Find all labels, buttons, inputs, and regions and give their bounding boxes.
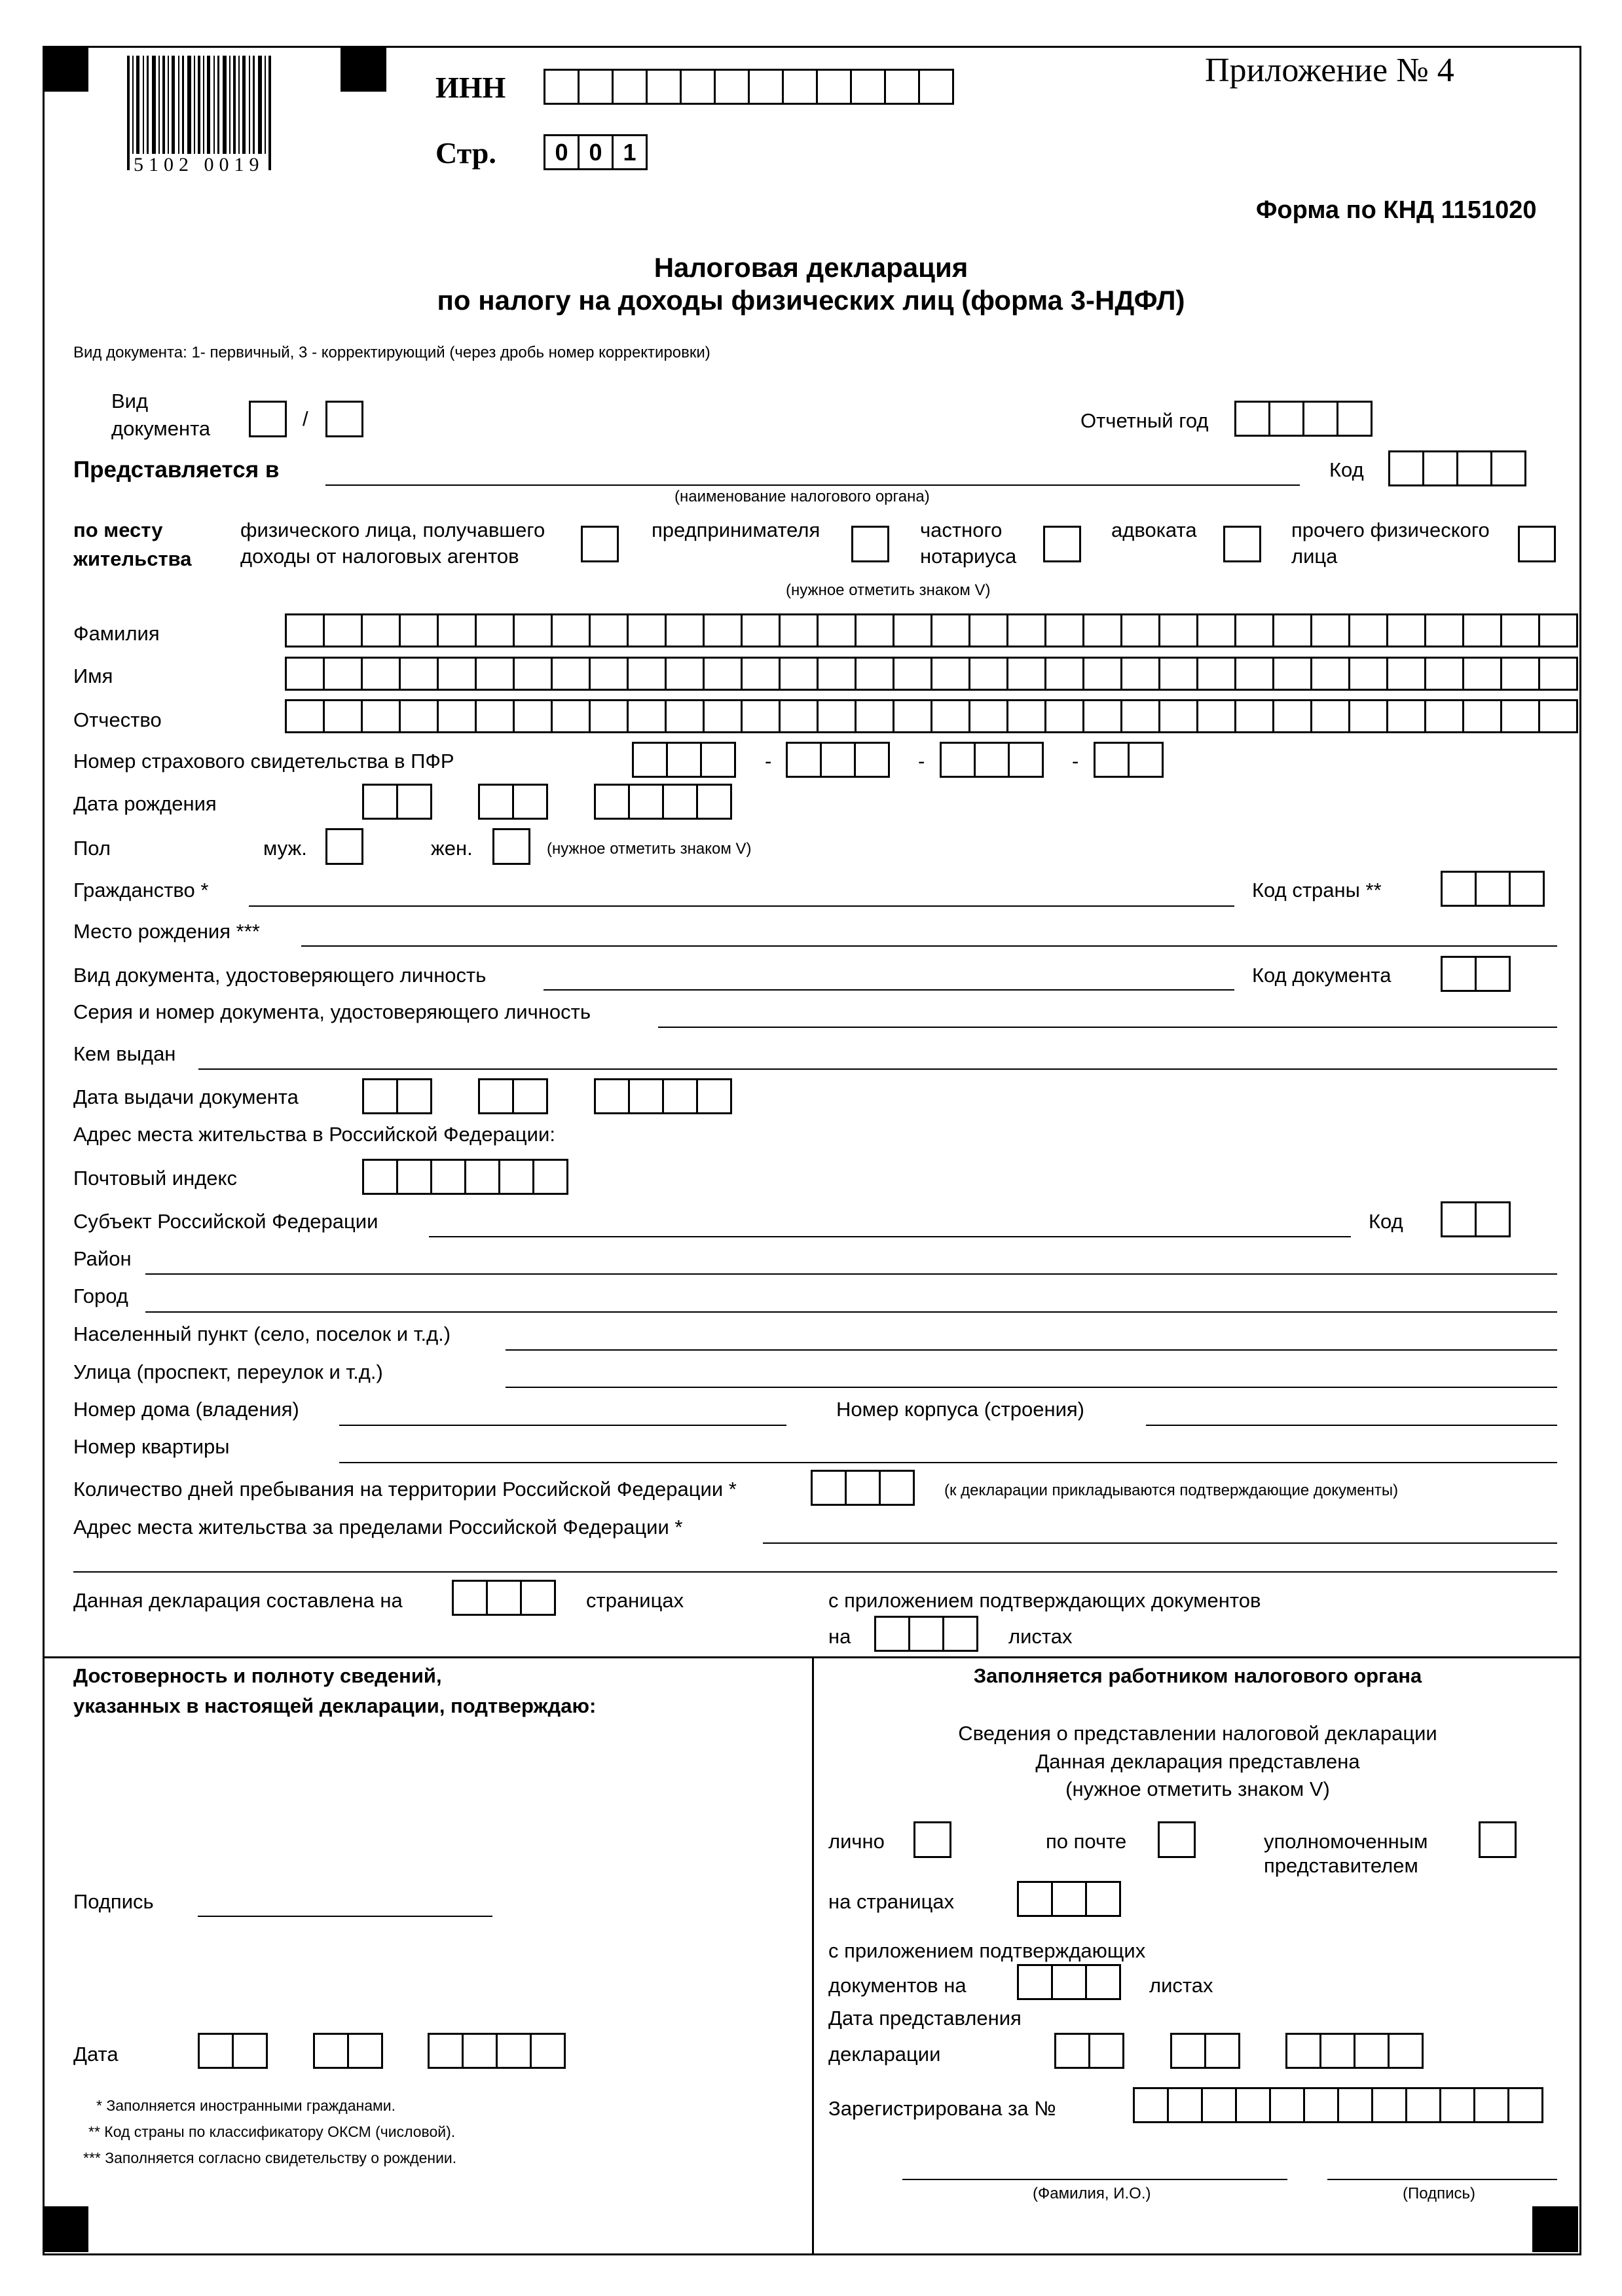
patronymic-cells[interactable] xyxy=(285,699,1578,733)
pfr-cells-2[interactable] xyxy=(786,742,890,778)
title-line1: Налоговая декларация xyxy=(654,252,968,283)
abroad-line-2[interactable] xyxy=(73,1571,1557,1573)
street-line[interactable] xyxy=(506,1387,1557,1388)
with-label2: документов на xyxy=(828,1974,967,1997)
representative-checkbox[interactable] xyxy=(1479,1821,1517,1858)
inn-cells[interactable] xyxy=(544,69,954,105)
issue-year-cells[interactable] xyxy=(594,1078,732,1114)
pfr-dash: - xyxy=(1072,750,1079,773)
doc-code-cells[interactable] xyxy=(1441,956,1511,992)
pfr-cells-1[interactable] xyxy=(632,742,736,778)
birthplace-label: Место рождения *** xyxy=(73,920,260,943)
sheets-cells[interactable] xyxy=(874,1616,978,1652)
signature-line[interactable] xyxy=(198,1916,492,1917)
locality-line[interactable] xyxy=(506,1349,1557,1351)
representative-label: уполномоченным xyxy=(1264,1830,1428,1853)
subject-code-cells[interactable] xyxy=(1441,1201,1511,1237)
page-digit: 0 xyxy=(544,134,580,170)
residence-opt3-checkbox[interactable] xyxy=(1043,526,1081,562)
residence-opt1-checkbox[interactable] xyxy=(581,526,619,562)
days-cells[interactable] xyxy=(811,1470,915,1506)
residence-label2: жительства xyxy=(73,547,192,570)
city-label: Город xyxy=(73,1285,128,1307)
residence-opt5-checkbox[interactable] xyxy=(1518,526,1556,562)
on-label: на xyxy=(828,1625,851,1648)
residence-opt5-l2: лица xyxy=(1291,545,1338,568)
doc-type-label2: документа xyxy=(111,417,211,440)
footnote-2: ** Код страны по классификатору ОКСМ (числовой). xyxy=(88,2123,456,2140)
right-info1: Сведения о представлении налоговой декларации xyxy=(958,1722,1437,1745)
patronymic-label: Отчество xyxy=(73,708,162,731)
residence-opt5: прочего физического xyxy=(1291,519,1490,541)
doc-code-label: Код документа xyxy=(1252,964,1392,987)
residence-opt1-l2: доходы от налоговых агентов xyxy=(240,545,519,568)
annex-label: Приложение № 4 xyxy=(1205,52,1454,89)
pages-word: страницах xyxy=(586,1589,684,1612)
name-label: Имя xyxy=(73,665,113,687)
id-doc-line[interactable] xyxy=(544,989,1234,991)
corner-marker-bl xyxy=(43,2206,88,2252)
correction-number-cell[interactable] xyxy=(325,401,363,437)
corner-marker-br xyxy=(1532,2206,1578,2252)
country-code-cells[interactable] xyxy=(1441,871,1545,907)
fio-caption: (Фамилия, И.О.) xyxy=(1033,2185,1151,2202)
female-checkbox[interactable] xyxy=(492,828,530,865)
birth-year-cells[interactable] xyxy=(594,784,732,820)
inn-label: ИНН xyxy=(435,71,506,104)
district-line[interactable] xyxy=(145,1273,1557,1275)
subject-code-label: Код xyxy=(1369,1210,1403,1233)
corner-marker-tr xyxy=(341,46,386,92)
residence-opt2-checkbox[interactable] xyxy=(851,526,889,562)
male-label: муж. xyxy=(263,837,307,860)
city-line[interactable] xyxy=(145,1311,1557,1313)
issue-month-cells[interactable] xyxy=(478,1078,548,1114)
sex-note: (нужное отметить знаком V) xyxy=(547,840,752,858)
page-label: Стр. xyxy=(435,136,496,170)
building-label: Номер корпуса (строения) xyxy=(836,1398,1085,1421)
days-label: Количество дней пребывания на территории Российской Федерации * xyxy=(73,1478,737,1501)
confirm-heading1: Достоверность и полноту сведений, xyxy=(73,1664,442,1687)
doc-type-cell[interactable] xyxy=(249,401,287,437)
footnote-1: * Заполняется иностранными гражданами. xyxy=(96,2097,396,2114)
female-label: жен. xyxy=(431,837,473,860)
subject-line[interactable] xyxy=(429,1236,1351,1237)
sign-caption: (Подпись) xyxy=(1403,2185,1475,2202)
date-presented-label: Дата представления xyxy=(828,2007,1022,2030)
with-docs-label: с приложением подтверждающих документов xyxy=(828,1589,1261,1612)
personally-checkbox[interactable] xyxy=(913,1821,951,1858)
fio-line[interactable] xyxy=(902,2179,1287,2180)
pfr-label: Номер страхового свидетельства в ПФР xyxy=(73,750,454,773)
title-line2: по налогу на доходы физических лиц (форма 3-НДФЛ) xyxy=(437,285,1185,316)
doc-type-label: Вид xyxy=(111,390,149,412)
street-label: Улица (проспект, переулок и т.д.) xyxy=(73,1360,383,1383)
bottom-divider-v xyxy=(812,1656,814,2255)
on-pages-label: на страницах xyxy=(828,1890,955,1913)
sex-label: Пол xyxy=(73,837,111,860)
tax-authority-note: (наименование налогового органа) xyxy=(674,488,930,505)
report-year-label: Отчетный год xyxy=(1080,409,1209,432)
residence-note: (нужное отметить знаком V) xyxy=(786,581,991,599)
birth-date-label: Дата рождения xyxy=(73,792,217,815)
residence-opt3-l2: нотариуса xyxy=(920,545,1017,568)
citizenship-label: Гражданство * xyxy=(73,879,209,902)
presented-year-cells[interactable] xyxy=(1285,2033,1424,2069)
series-number-label: Серия и номер документа, удостоверяющего личность xyxy=(73,1000,591,1023)
tax-authority-line[interactable] xyxy=(325,484,1300,486)
birth-month-cells[interactable] xyxy=(478,784,548,820)
compiled-label: Данная декларация составлена на xyxy=(73,1589,403,1612)
presented-day-cells[interactable] xyxy=(1054,2033,1124,2069)
presented-label: Представляется в xyxy=(73,457,280,483)
issued-by-label: Кем выдан xyxy=(73,1042,176,1065)
date-month-cells[interactable] xyxy=(313,2033,383,2069)
page-digit: 1 xyxy=(612,134,648,170)
form-code: Форма по КНД 1151020 xyxy=(1256,196,1537,224)
registered-cells[interactable] xyxy=(1133,2087,1543,2123)
issued-by-line[interactable] xyxy=(198,1068,1557,1070)
date-year-cells[interactable] xyxy=(428,2033,566,2069)
country-code-label: Код страны ** xyxy=(1252,879,1382,902)
subject-label: Субъект Российской Федерации xyxy=(73,1210,378,1233)
date-presented-label2: декларации xyxy=(828,2043,941,2066)
building-line[interactable] xyxy=(1146,1425,1557,1426)
page-digit: 0 xyxy=(578,134,614,170)
residence-opt4-checkbox[interactable] xyxy=(1223,526,1261,562)
page-number-cells xyxy=(544,134,648,170)
pfr-cells-4[interactable] xyxy=(1094,742,1164,778)
series-number-line[interactable] xyxy=(658,1027,1557,1028)
confirm-heading2: указанных в настоящей декларации, подтверждаю: xyxy=(73,1694,597,1717)
apartment-label: Номер квартиры xyxy=(73,1435,230,1458)
days-note: (к декларации прикладываются подтверждающие документы) xyxy=(944,1482,1399,1499)
surname-label: Фамилия xyxy=(73,622,160,645)
pfr-dash: - xyxy=(918,750,925,773)
barcode-number: 5102 0019 xyxy=(131,154,267,177)
locality-label: Населенный пункт (село, поселок и т.д.) xyxy=(73,1322,451,1345)
report-year-cells[interactable] xyxy=(1234,401,1373,437)
right-info3: (нужное отметить знаком V) xyxy=(1065,1777,1330,1800)
with-label: с приложением подтверждающих xyxy=(828,1939,1146,1962)
presented-code-label: Код xyxy=(1329,458,1364,481)
sign-line[interactable] xyxy=(1327,2179,1557,2180)
id-doc-label: Вид документа, удостоверяющего личность xyxy=(73,964,487,987)
male-checkbox[interactable] xyxy=(325,828,363,865)
house-line[interactable] xyxy=(339,1425,786,1426)
surname-cells[interactable] xyxy=(285,613,1578,647)
date-day-cells[interactable] xyxy=(198,2033,268,2069)
doc-type-slash: / xyxy=(303,407,308,430)
presented-month-cells[interactable] xyxy=(1170,2033,1240,2069)
sheets-label: листах xyxy=(1008,1625,1073,1648)
residence-opt4: адвоката xyxy=(1111,519,1197,541)
right-sheets-label: листах xyxy=(1149,1974,1213,1997)
issue-day-cells[interactable] xyxy=(362,1078,432,1114)
by-mail-checkbox[interactable] xyxy=(1158,1821,1196,1858)
name-cells[interactable] xyxy=(285,657,1578,691)
residence-opt1: физического лица, получавшего xyxy=(240,519,545,541)
issue-date-label: Дата выдачи документа xyxy=(73,1085,299,1108)
residence-opt3: частного xyxy=(920,519,1003,541)
abroad-line[interactable] xyxy=(763,1542,1557,1544)
right-heading: Заполняется работником налогового органа xyxy=(973,1664,1422,1687)
citizenship-line[interactable] xyxy=(249,905,1234,907)
personally-label: лично xyxy=(828,1830,885,1853)
birth-day-cells[interactable] xyxy=(362,784,432,820)
presented-code-cells[interactable] xyxy=(1388,450,1526,486)
pfr-dash: - xyxy=(765,750,772,773)
footnote-3: *** Заполняется согласно свидетельству о рождении. xyxy=(83,2149,457,2166)
registered-label: Зарегистрирована за № xyxy=(828,2097,1056,2120)
with-sheets-cells[interactable] xyxy=(1017,1964,1121,2000)
postcode-cells[interactable] xyxy=(362,1159,568,1195)
date-label: Дата xyxy=(73,2043,119,2066)
on-pages-cells[interactable] xyxy=(1017,1881,1121,1917)
by-mail-label: по почте xyxy=(1046,1830,1127,1853)
house-label: Номер дома (владения) xyxy=(73,1398,299,1421)
address-heading: Адрес места жительства в Российской Федерации: xyxy=(73,1123,555,1146)
residence-opt2: предпринимателя xyxy=(652,519,820,541)
pfr-cells-3[interactable] xyxy=(940,742,1044,778)
representative-label2: представителем xyxy=(1264,1854,1418,1877)
residence-label: по месту xyxy=(73,519,163,541)
postcode-label: Почтовый индекс xyxy=(73,1167,237,1190)
pages-cells[interactable] xyxy=(452,1580,556,1616)
district-label: Район xyxy=(73,1247,132,1270)
apartment-line[interactable] xyxy=(339,1462,1557,1463)
doc-type-note: Вид документа: 1- первичный, 3 - корректирующий (через дробь номер корректировки) xyxy=(73,344,710,361)
birthplace-line[interactable] xyxy=(301,945,1557,947)
barcode xyxy=(124,56,295,193)
right-info2: Данная декларация представлена xyxy=(1035,1750,1360,1773)
corner-marker-tl xyxy=(43,46,88,92)
abroad-label: Адрес места жительства за пределами Российской Федерации * xyxy=(73,1516,683,1539)
signature-label: Подпись xyxy=(73,1890,154,1913)
